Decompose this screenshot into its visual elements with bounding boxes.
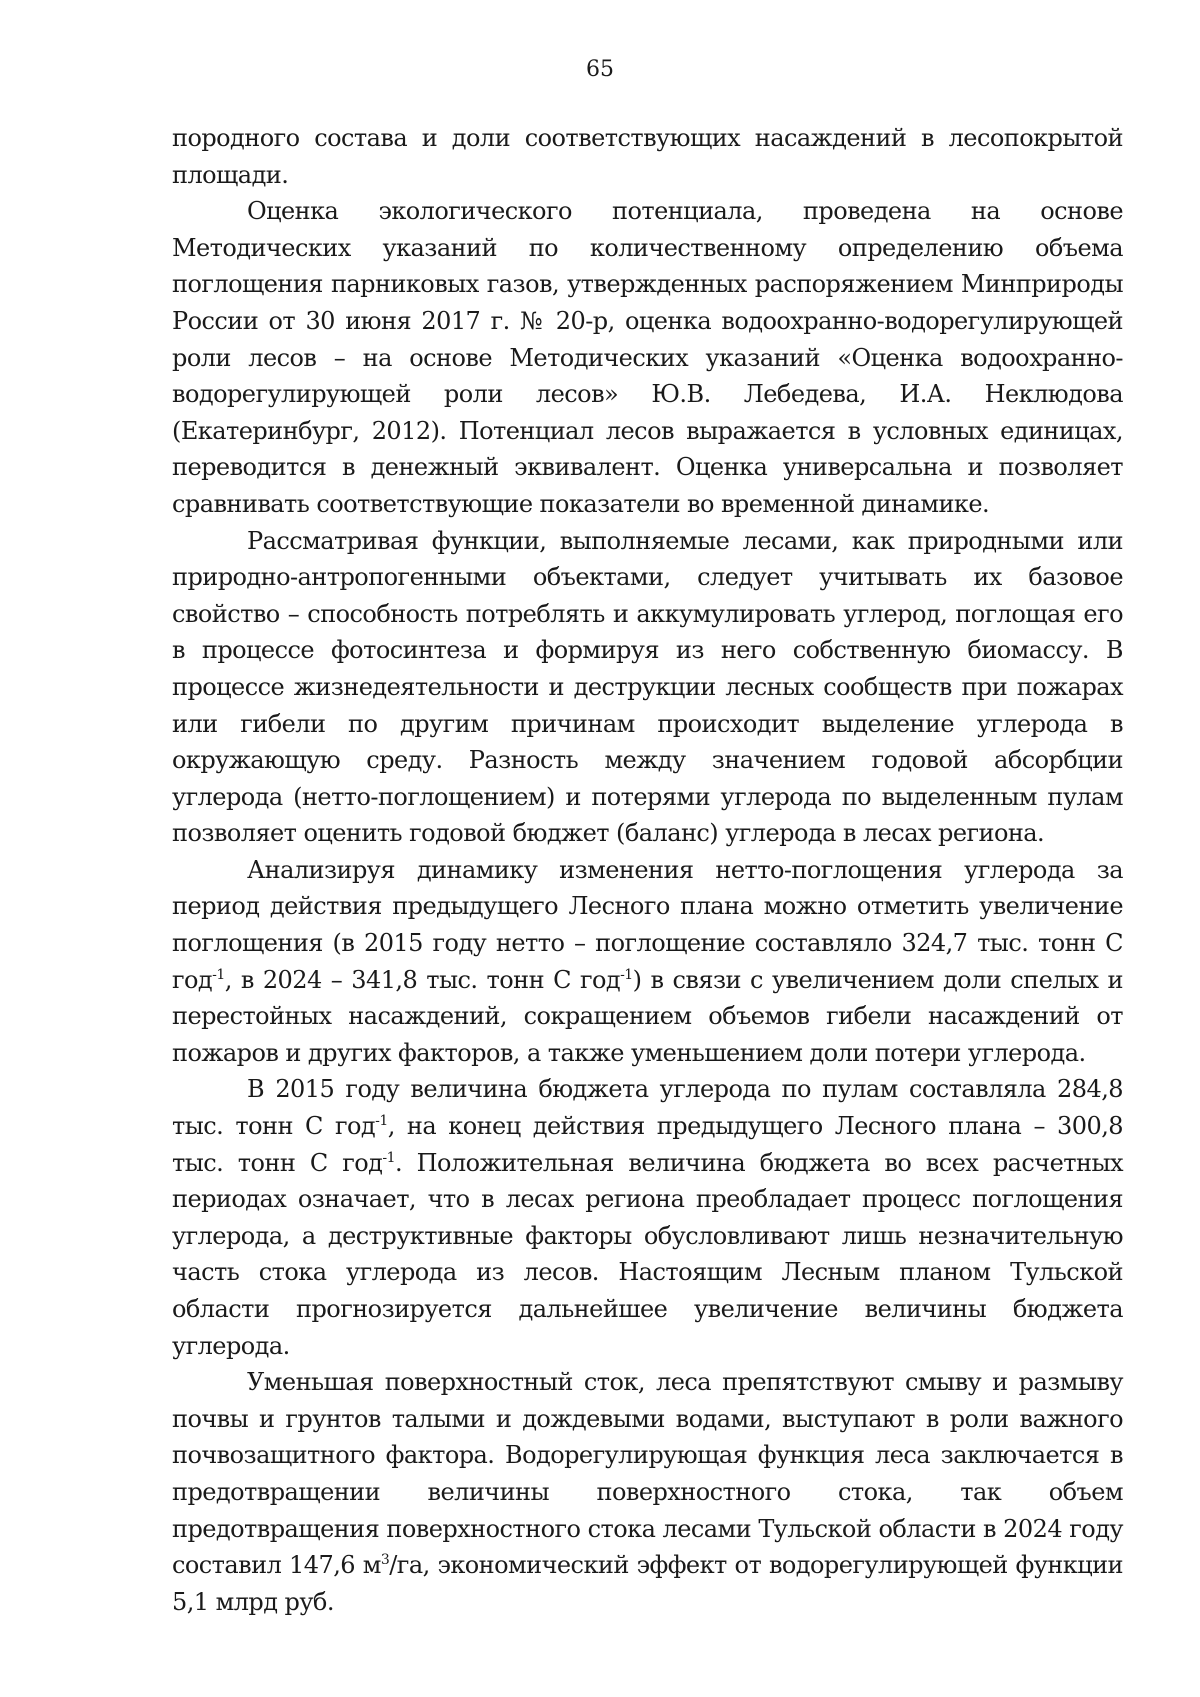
paragraph-6-text-1: Уменьшая поверхностный сток, леса препятствуют смыву и размыву почвы и грунтов талыми и дождевыми водами, выступают в роли важного почвозащитного фактора. Водорегулирующая функция леса заключается в предотвращении величины поверхностного стока, так объем предотвращения поверхностного стока лесами Тульской области в 2024 году составил 147,6 м bbox=[172, 1368, 1123, 1580]
paragraph-4-text-1: Анализируя динамику изменения нетто-поглощения углерода за период действия предыдущего Лесного плана можно отметить увеличение поглощения (в 2015 году нетто – поглощение составляло 324,7 тыс. тонн С год bbox=[172, 855, 1123, 994]
superscript-exponent: -1 bbox=[620, 966, 633, 983]
paragraph-4-text-2: , в 2024 – 341,8 тыс. тонн С год bbox=[224, 965, 621, 994]
paragraph-5-text-1: В 2015 году величина бюджета углерода по пулам составляла 284,8 тыс. тонн С год bbox=[172, 1075, 1123, 1141]
page-number: 65 bbox=[586, 57, 614, 82]
paragraph-3: Рассматривая функции, выполняемые лесами, как природными или природно-антропогенными объектами, следует учитывать их базовое свойство – способность потреблять и аккумулировать углерод, поглощая его в процессе фотосинтеза и формируя из него собственную биомассу. В процессе жизнедеятельности и деструкции лесных сообществ при пожарах или гибели по другим причинам происходит выделение углерода в окружающую среду. Разность между значением годовой абсорбции углерода (нетто-поглощением) и потерями углерода по выделенным пулам позволяет оценить годовой бюджет (баланс) углерода в лесах региона. bbox=[172, 526, 1123, 848]
paragraph-4 bbox=[172, 852, 1123, 1072]
paragraph-6 bbox=[172, 1364, 1123, 1620]
paragraph-6-text-2: /га, экономический эффект от водорегулирующей функции 5,1 млрд руб. bbox=[172, 1551, 1123, 1616]
paragraph-5-text-2: , на конец действия предыдущего Лесного плана – 300,8 тыс. тонн С год bbox=[172, 1112, 1123, 1177]
paragraph-1: породного состава и доли соответствующих насаждений в лесопокрытой площади. bbox=[172, 124, 1123, 189]
document-body bbox=[172, 120, 1123, 1620]
paragraph-5-text-3: . Положительная величина бюджета во всех расчетных периодах означает, что в лесах региона преобладает процесс поглощения углерода, а деструктивные факторы обусловливают лишь незначительную часть стока углерода из лесов. Настоящим Лесным планом Тульской области прогнозируется дальнейшее увеличение величины бюджета углерода. bbox=[172, 1148, 1123, 1360]
superscript-exponent: -1 bbox=[375, 1113, 388, 1130]
paragraph-4-text-3: ) в связи с увеличением доли спелых и перестойных насаждений, сокращением объемов гибели насаждений от пожаров и других факторов, а также уменьшением доли потери углерода. bbox=[172, 965, 1123, 1067]
superscript-exponent: -1 bbox=[212, 966, 225, 983]
paragraph-5 bbox=[172, 1071, 1123, 1364]
superscript-exponent: -1 bbox=[382, 1149, 395, 1166]
paragraph-2: Оценка экологического потенциала, проведена на основе Методических указаний по количественному определению объема поглощения парниковых газов, утвержденных распоряжением Минприроды России от 30 июня 2017 г. № 20-р, оценка водоохранно-водорегулирующей роли лесов – на основе Методических указаний «Оценка водоохранно-водорегулирующей роли лесов» Ю.В. Лебедева, И.А. Неклюдова (Екатеринбург, 2012). Потенциал лесов выражается в условных единицах, переводится в денежный эквивалент. Оценка универсальна и позволяет сравнивать соответствующие показатели во временной динамике. bbox=[172, 197, 1123, 518]
superscript-exponent: 3 bbox=[380, 1552, 390, 1569]
